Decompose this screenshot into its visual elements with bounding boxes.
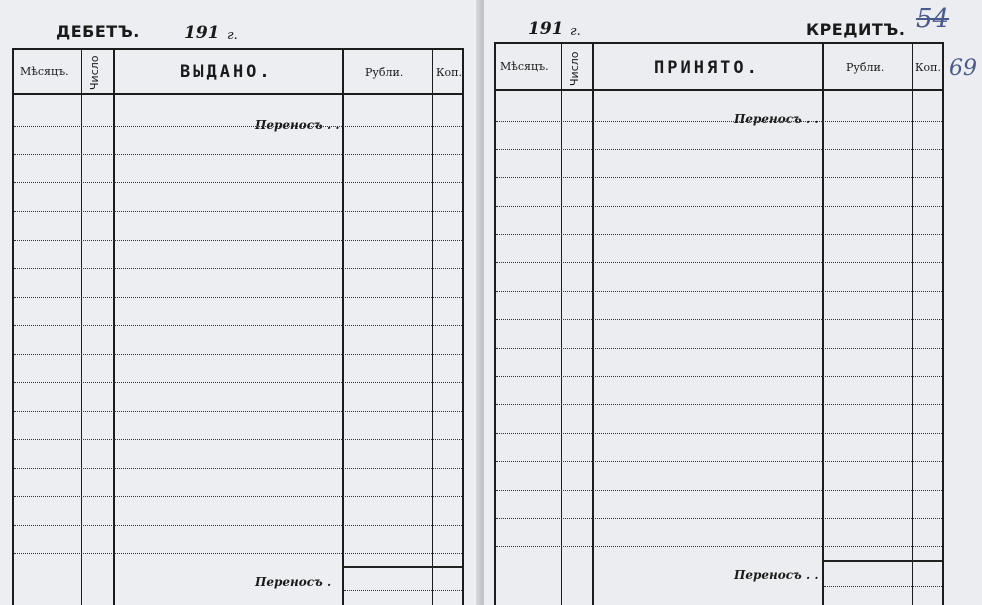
row-rule <box>14 211 462 212</box>
col-rule <box>81 48 82 605</box>
col-rule <box>912 42 913 605</box>
carry-forward-bottom: Переносъ . . <box>734 568 819 582</box>
row-rule <box>14 268 462 269</box>
row-rule <box>496 291 942 292</box>
row-rule <box>496 121 942 122</box>
row-rule <box>14 553 462 554</box>
debit-title: ДЕБЕТЪ. <box>56 22 140 41</box>
col-rule <box>494 42 496 605</box>
total-rule <box>344 566 462 568</box>
row-rule <box>496 348 942 349</box>
total-rule <box>824 560 942 562</box>
header-bottom-rule <box>12 93 464 95</box>
debit-year-suffix: г. <box>227 28 238 43</box>
col-header-day: Число <box>568 51 581 86</box>
carry-forward-top: Переносъ . . <box>255 118 340 132</box>
row-rule <box>496 433 942 434</box>
row-rule <box>344 590 462 591</box>
row-rule <box>496 490 942 491</box>
row-rule <box>496 234 942 235</box>
row-rule <box>496 206 942 207</box>
col-header-month: Мѣсяцъ. <box>500 60 549 73</box>
col-header-received: ПРИНЯТО. <box>654 58 760 78</box>
row-rule <box>496 262 942 263</box>
row-rule <box>496 461 942 462</box>
row-rule <box>14 126 462 127</box>
col-header-month: Мѣсяцъ. <box>20 65 69 78</box>
row-rule <box>496 149 942 150</box>
col-rule <box>342 48 344 605</box>
credit-year-suffix: г. <box>570 24 581 39</box>
col-header-kopecks: Коп. <box>915 61 941 74</box>
row-rule <box>14 382 462 383</box>
col-rule <box>462 48 464 605</box>
ledger-page-debit <box>0 0 479 605</box>
row-rule <box>496 177 942 178</box>
col-rule <box>561 42 562 605</box>
row-rule <box>14 297 462 298</box>
row-rule <box>496 319 942 320</box>
col-rule <box>942 42 944 605</box>
row-rule <box>14 182 462 183</box>
row-rule <box>14 468 462 469</box>
row-rule <box>496 404 942 405</box>
header-top-rule <box>12 48 464 50</box>
ledger-page-credit <box>484 0 982 605</box>
row-rule <box>824 586 942 587</box>
col-header-rubles: Рубли. <box>846 61 885 74</box>
col-header-kopecks: Коп. <box>436 66 462 79</box>
col-header-day: Число <box>88 55 101 90</box>
carry-forward-top: Переносъ . . <box>734 112 819 126</box>
row-rule <box>14 525 462 526</box>
col-rule <box>113 48 115 605</box>
col-rule <box>822 42 824 605</box>
row-rule <box>496 546 942 547</box>
col-rule <box>592 42 594 605</box>
col-header-issued: ВЫДАНО. <box>180 62 273 82</box>
row-rule <box>14 439 462 440</box>
credit-title: КРЕДИТЪ. <box>806 20 906 39</box>
row-rule <box>14 354 462 355</box>
handwritten-margin-number: 69 <box>949 56 977 81</box>
credit-year: 191 <box>528 19 564 39</box>
col-rule <box>432 48 433 605</box>
debit-year: 191 <box>184 23 220 43</box>
row-rule <box>14 154 462 155</box>
row-rule <box>14 496 462 497</box>
row-rule <box>14 240 462 241</box>
row-rule <box>496 518 942 519</box>
row-rule <box>14 325 462 326</box>
col-rule <box>12 48 14 605</box>
row-rule <box>14 411 462 412</box>
row-rule <box>496 376 942 377</box>
col-header-rubles: Рубли. <box>365 66 404 79</box>
handwritten-page-number: 54 <box>916 4 950 34</box>
carry-forward-bottom: Переносъ . <box>255 575 332 589</box>
